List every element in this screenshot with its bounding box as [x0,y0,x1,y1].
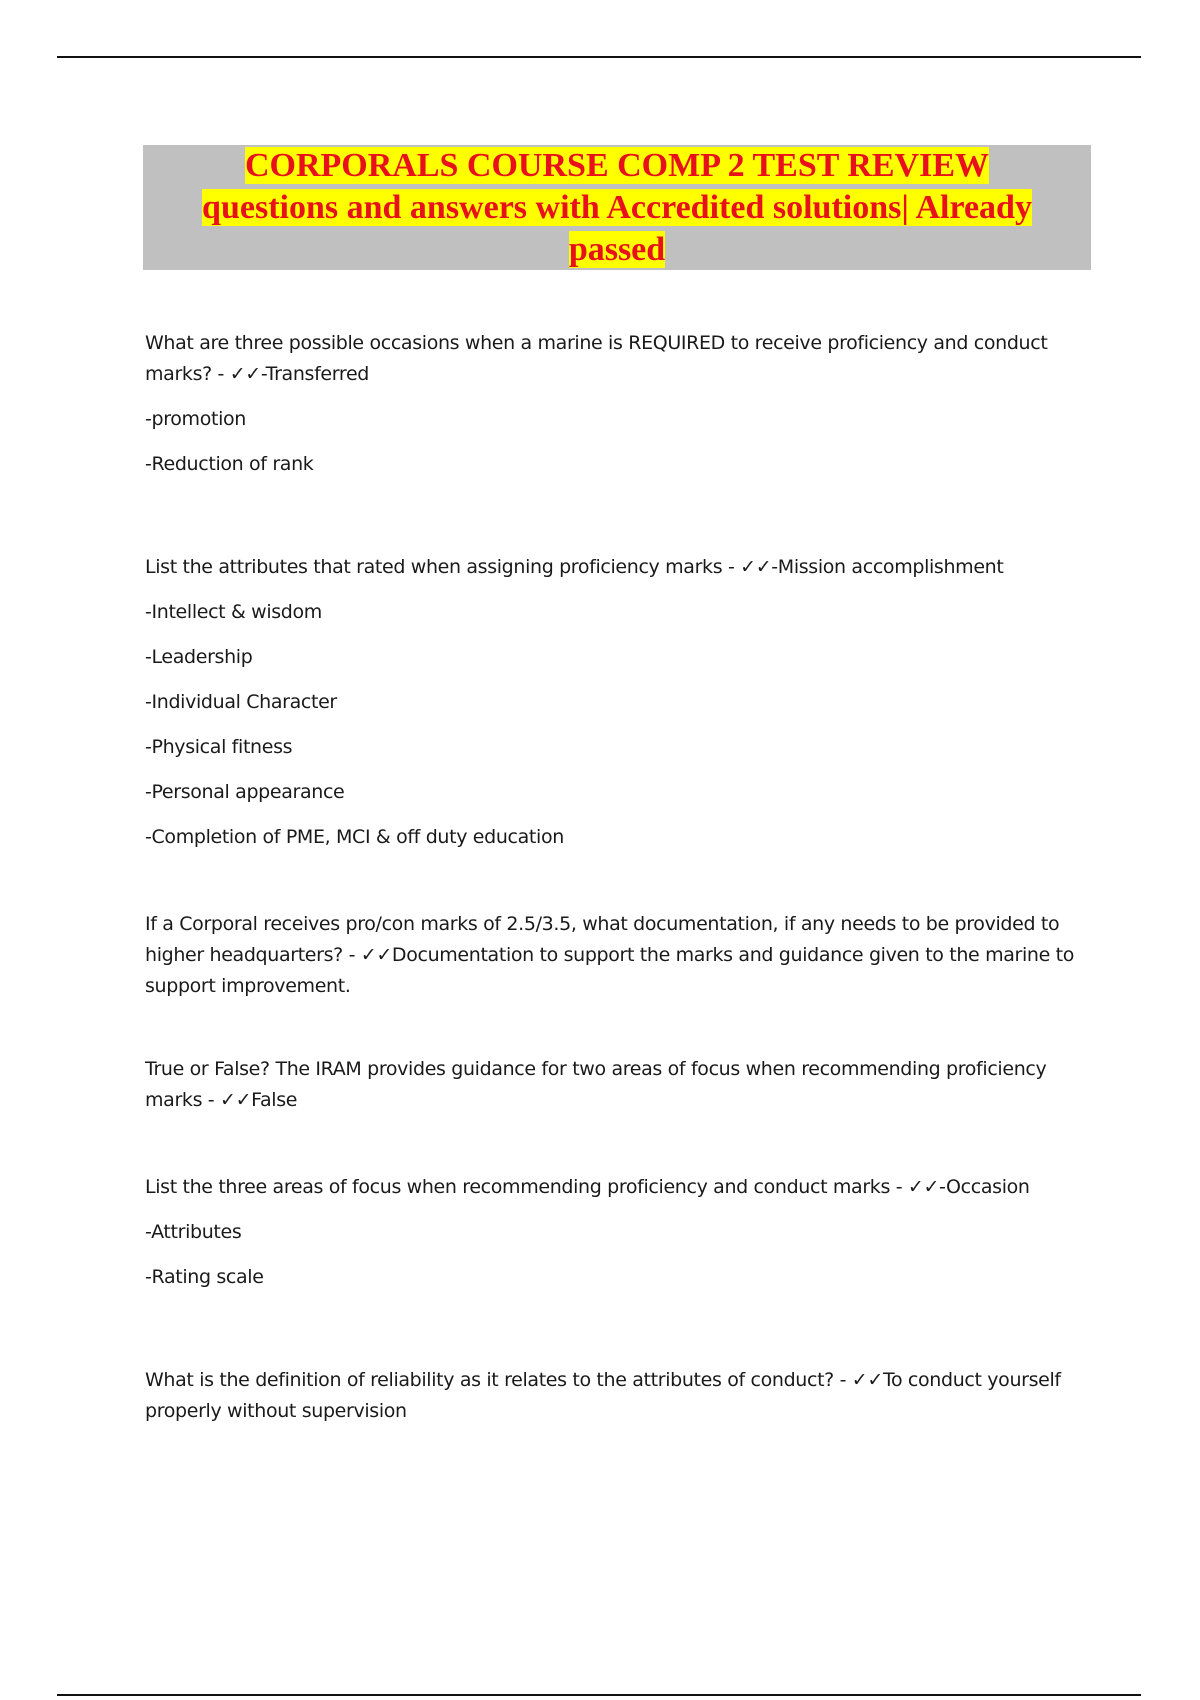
qa-question: List the attributes that rated when assigning proficiency marks - ✓✓-Mission accomplishment [145,556,1004,578]
qa-question: What is the definition of reliability as it relates to the attributes of conduct? - ✓✓To conduct yourself properly without supervision [145,1369,1061,1422]
document-title [152,145,1082,271]
qa-answer-line: -Reduction of rank [145,453,314,475]
bottom-rule [57,1694,1141,1696]
qa-answer-line: -Individual Character [145,691,337,713]
qa-item [145,1365,1075,1427]
title-line-1: CORPORALS COURSE COMP 2 TEST REVIEW [244,146,990,184]
qa-answer-line: -Leadership [145,646,253,668]
title-line-3: passed [568,230,666,268]
top-rule [57,56,1141,58]
title-line-2: questions and answers with Accredited solutions| Already [202,188,1032,226]
qa-question: If a Corporal receives pro/con marks of 2.5/3.5, what documentation, if any needs to be provided to higher headquarters? - ✓✓Documentation to support the marks and guidance given to the marine to support improvement. [145,913,1075,997]
qa-answer-line: -Physical fitness [145,736,293,758]
qa-question: List the three areas of focus when recommending proficiency and conduct marks - ✓✓-Occasion [145,1176,1030,1198]
qa-item [145,1172,1075,1293]
qa-answer-line: -promotion [145,408,246,430]
title-banner [143,145,1091,270]
qa-answer-line: -Intellect & wisdom [145,601,322,623]
qa-content [145,328,1075,1487]
qa-item [145,909,1075,1002]
qa-question: True or False? The IRAM provides guidance for two areas of focus when recommending proficiency marks - ✓✓False [145,1058,1047,1111]
qa-answer-line: -Rating scale [145,1266,264,1288]
qa-answer-line: -Personal appearance [145,781,345,803]
qa-item [145,1054,1075,1116]
qa-question: What are three possible occasions when a marine is REQUIRED to receive proficiency and conduct marks? - ✓✓-Transferred [145,332,1048,385]
qa-item [145,328,1075,480]
qa-item [145,552,1075,853]
qa-answer-line: -Attributes [145,1221,242,1243]
qa-answer-line: -Completion of PME, MCI & off duty education [145,826,564,848]
